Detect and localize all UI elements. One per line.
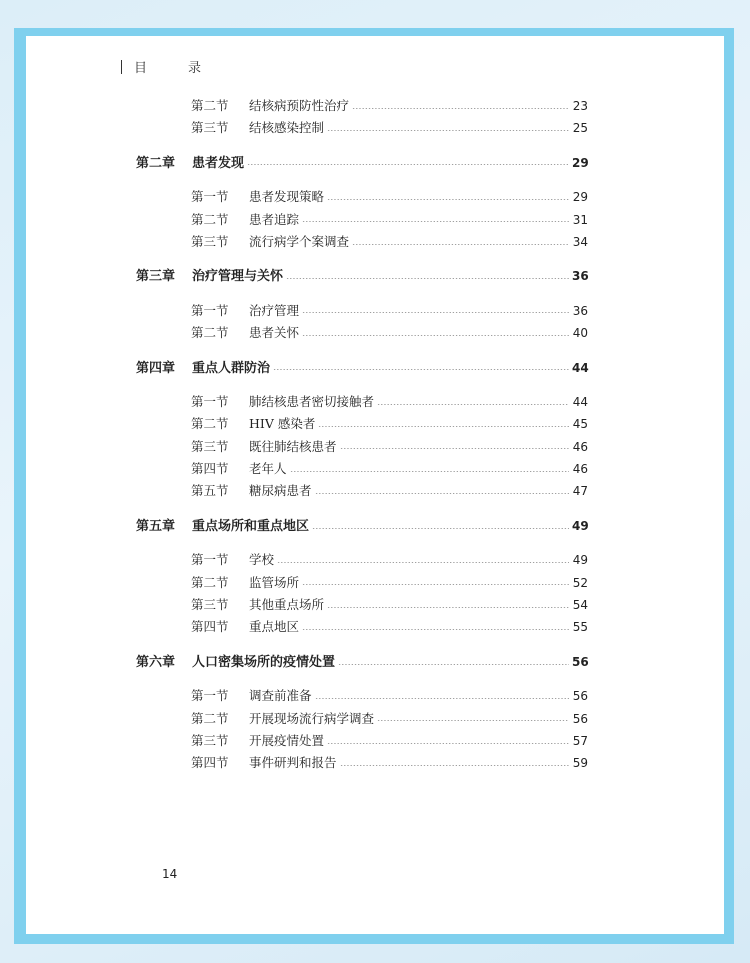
section-number: 第四节	[191, 461, 229, 477]
chapter-number: 第三章	[136, 269, 176, 285]
toc-section-entry[interactable]	[136, 685, 588, 707]
section-title: 事件研判和报告	[249, 755, 337, 771]
section-title: 调查前准备	[249, 688, 312, 704]
dot-leader	[377, 404, 569, 405]
toc-page-number: 25	[572, 121, 588, 136]
chapter-title: 人口密集场所的疫情处置	[192, 654, 336, 670]
toc-section-entry[interactable]	[136, 730, 588, 752]
dot-leader	[340, 765, 569, 766]
toc-page-number: 46	[572, 439, 588, 454]
section-title: 开展疫情处置	[249, 732, 325, 748]
toc-section-entry[interactable]	[136, 322, 588, 344]
section-number: 第二节	[191, 710, 229, 726]
page-number: 14	[162, 867, 178, 881]
toc-section-entry[interactable]	[136, 231, 588, 253]
toc-chapter-entry[interactable]	[136, 152, 588, 174]
dot-leader	[302, 312, 569, 313]
toc-page-number: 46	[572, 462, 588, 477]
toc-section-entry[interactable]	[136, 480, 588, 502]
dot-leader	[302, 584, 569, 585]
toc-page-number: 45	[572, 417, 588, 432]
dot-leader	[312, 528, 569, 529]
toc-page-number: 49	[572, 553, 588, 568]
toc-page-number: 57	[572, 733, 588, 748]
toc-chapter-entry[interactable]	[136, 515, 588, 537]
section-number: 第三节	[191, 438, 229, 454]
toc-page-number: 36	[572, 303, 588, 318]
toc-chapter-entry[interactable]	[136, 265, 588, 287]
toc-section-entry[interactable]	[136, 594, 588, 616]
toc-page-number: 29	[572, 155, 589, 170]
dot-leader	[338, 664, 569, 665]
section-title: HIV 感染者	[249, 416, 316, 432]
toc-section-entry[interactable]	[136, 300, 588, 322]
dot-leader	[352, 244, 569, 245]
toc-section-entry[interactable]	[136, 572, 588, 594]
chapter-title: 患者发现	[192, 155, 245, 171]
chapter-number: 第四章	[136, 360, 176, 376]
dot-leader	[290, 471, 569, 472]
header-rule	[121, 60, 122, 74]
section-number: 第二节	[191, 574, 229, 590]
section-title: 肺结核患者密切接触者	[249, 393, 375, 409]
section-number: 第一节	[191, 688, 229, 704]
section-title: 患者关怀	[249, 325, 300, 341]
chapter-title: 治疗管理与关怀	[192, 269, 284, 285]
toc-page-number: 40	[572, 326, 588, 341]
dot-leader	[315, 493, 569, 494]
section-title: 治疗管理	[249, 302, 300, 318]
section-title: 其他重点场所	[249, 597, 325, 613]
section-number: 第二节	[191, 416, 229, 432]
dot-leader	[247, 164, 569, 165]
dot-leader	[327, 607, 569, 608]
toc-section-entry[interactable]	[136, 436, 588, 458]
chapter-number: 第六章	[136, 654, 176, 670]
toc-page-number: 29	[572, 190, 588, 205]
toc-section-entry[interactable]	[136, 413, 588, 435]
section-number: 第五节	[191, 483, 229, 499]
toc-page-number: 47	[572, 484, 588, 499]
dot-leader	[377, 720, 569, 721]
section-number: 第一节	[191, 189, 229, 205]
dot-leader	[302, 221, 569, 222]
dot-leader	[286, 278, 569, 279]
toc-page-number: 55	[572, 620, 588, 635]
toc-page-number: 34	[572, 234, 588, 249]
chapter-title: 重点场所和重点地区	[192, 518, 310, 534]
toc-page-number: 59	[572, 756, 588, 771]
dot-leader	[352, 108, 569, 109]
section-number: 第三节	[191, 120, 229, 136]
toc-page-number: 44	[572, 394, 588, 409]
toc-page-number: 52	[572, 575, 588, 590]
section-number: 第四节	[191, 755, 229, 771]
section-number: 第二节	[191, 98, 229, 113]
toc-page-number: 44	[572, 360, 589, 375]
header-title: 目 录	[134, 61, 216, 76]
toc-section-entry[interactable]	[136, 391, 588, 413]
running-header	[121, 57, 215, 76]
section-title: 学校	[249, 552, 275, 568]
table-of-contents	[136, 95, 588, 775]
dot-leader	[327, 199, 569, 200]
dot-leader	[318, 426, 569, 427]
toc-section-entry[interactable]	[136, 117, 588, 139]
section-number: 第二节	[191, 325, 229, 341]
section-number: 第一节	[191, 393, 229, 409]
toc-page-number: 31	[572, 212, 588, 227]
section-title: 监管场所	[249, 574, 300, 590]
dot-leader	[302, 629, 569, 630]
toc-page-number: 56	[572, 654, 589, 669]
dot-leader	[277, 562, 569, 563]
dot-leader	[327, 130, 569, 131]
section-number: 第三节	[191, 732, 229, 748]
toc-chapter-entry[interactable]	[136, 357, 588, 379]
toc-page-number: 56	[572, 711, 588, 726]
toc-section-entry[interactable]	[136, 708, 588, 730]
section-title: 既往肺结核患者	[249, 438, 337, 454]
toc-section-entry[interactable]	[136, 549, 588, 571]
section-title: 患者发现策略	[249, 189, 325, 205]
section-number: 第一节	[191, 302, 229, 318]
toc-section-entry[interactable]	[136, 209, 588, 231]
section-title: 结核病预防性治疗	[249, 98, 350, 113]
section-title: 结核感染控制	[249, 120, 325, 136]
section-title: 患者追踪	[249, 211, 300, 227]
toc-section-entry[interactable]	[136, 458, 588, 480]
toc-section-entry[interactable]	[136, 752, 588, 774]
toc-chapter-entry[interactable]	[136, 651, 588, 673]
section-title: 流行病学个案调查	[249, 233, 350, 249]
dot-leader	[273, 369, 569, 370]
section-number: 第三节	[191, 233, 229, 249]
toc-section-entry[interactable]	[136, 186, 588, 208]
toc-page-number: 36	[572, 269, 589, 284]
chapter-number: 第二章	[136, 155, 176, 171]
toc-page-number: 56	[572, 689, 588, 704]
toc-page-number: 54	[572, 598, 588, 613]
chapter-title: 重点人群防治	[192, 360, 271, 376]
toc-section-entry[interactable]	[136, 616, 588, 638]
dot-leader	[340, 448, 569, 449]
dot-leader	[327, 743, 569, 744]
toc-page-number: 49	[572, 518, 589, 533]
section-title: 老年人	[249, 461, 287, 477]
section-number: 第四节	[191, 619, 229, 635]
dot-leader	[315, 698, 569, 699]
chapter-number: 第五章	[136, 518, 176, 534]
toc-page-number: 23	[572, 99, 588, 113]
dot-leader	[302, 335, 569, 336]
section-number: 第三节	[191, 597, 229, 613]
section-number: 第一节	[191, 552, 229, 568]
toc-section-entry[interactable]	[136, 95, 588, 117]
section-number: 第二节	[191, 211, 229, 227]
section-title: 糖尿病患者	[249, 483, 312, 499]
section-title: 重点地区	[249, 619, 300, 635]
section-title: 开展现场流行病学调查	[249, 710, 375, 726]
